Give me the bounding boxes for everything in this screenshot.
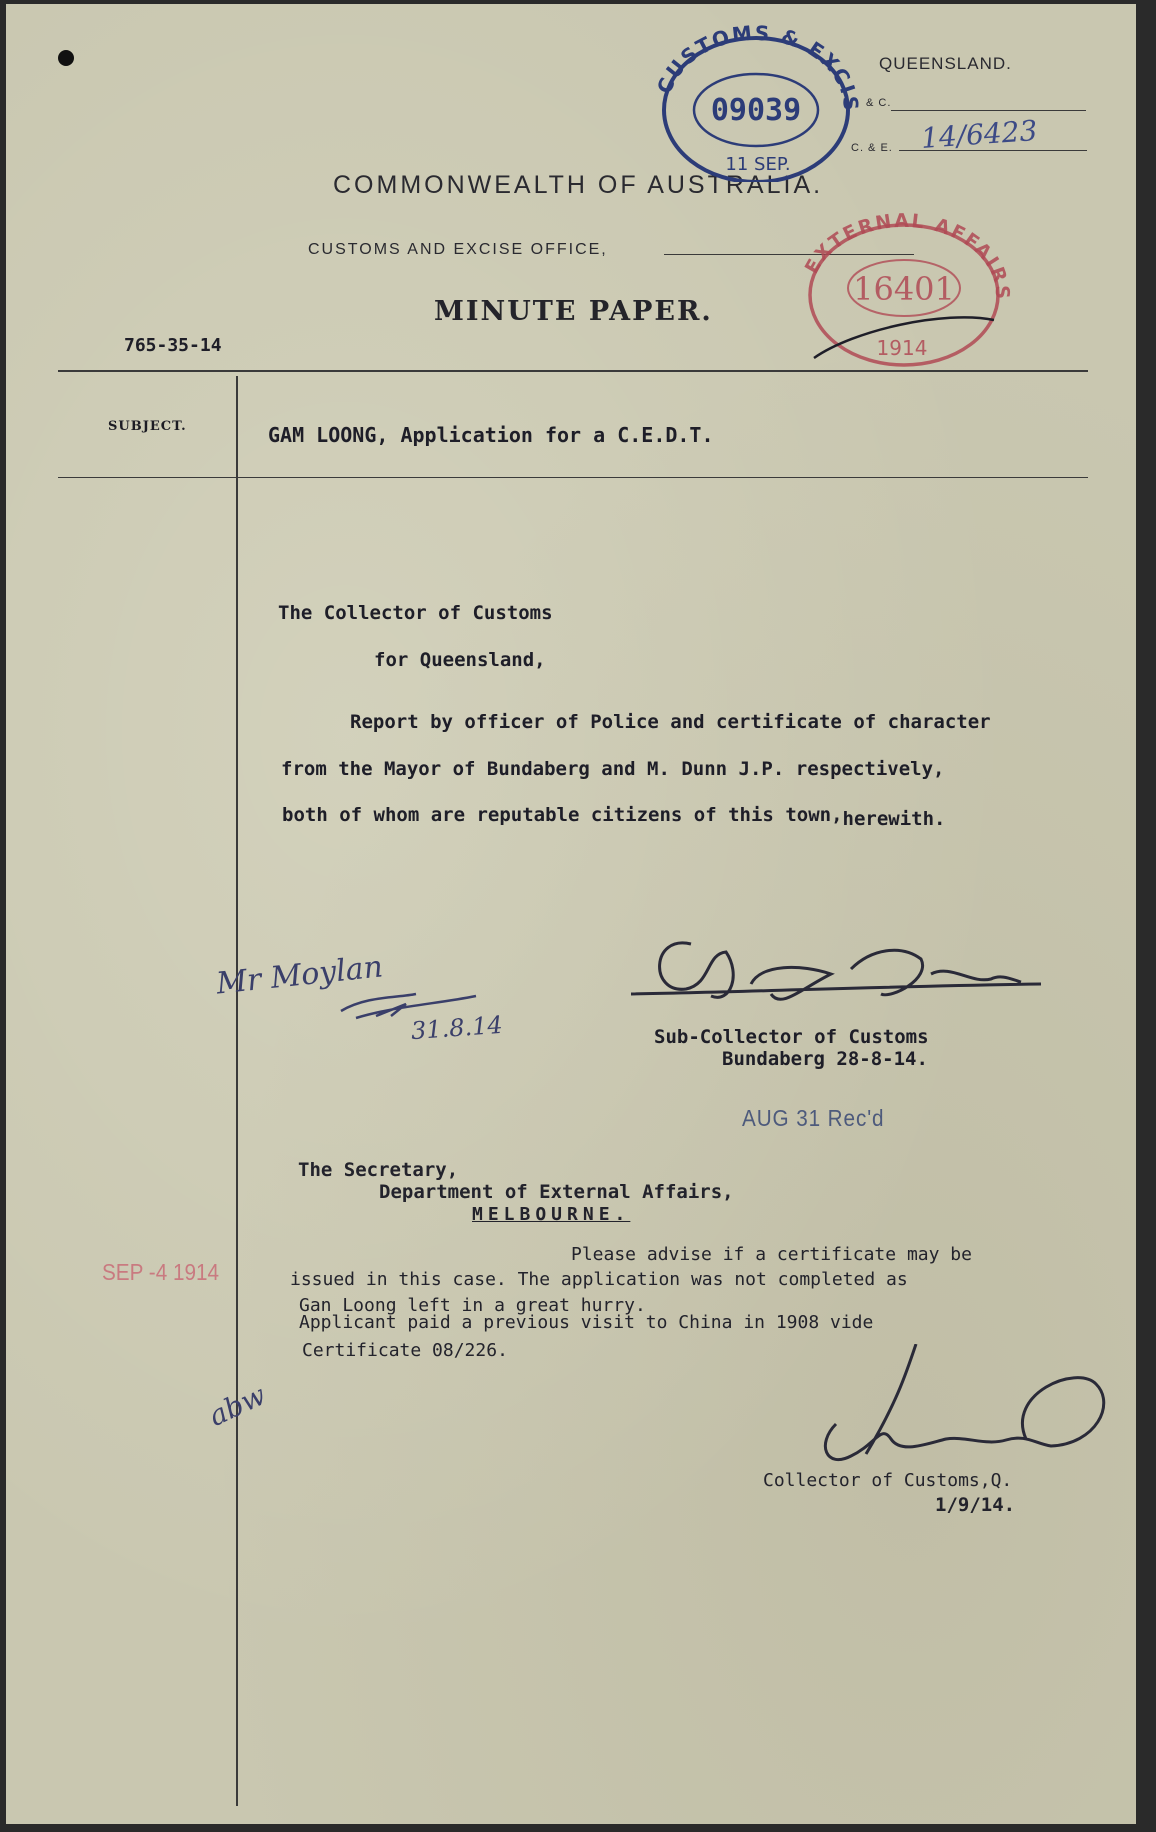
header-state: QUEENSLAND. — [879, 54, 1012, 73]
minute2-signoff-title: Collector of Customs,Q. — [763, 1470, 1013, 1491]
minute2-addressee-line1: The Secretary, — [298, 1159, 459, 1181]
minute2-addressee-line2: Department of External Affairs, — [379, 1181, 734, 1203]
margin-column-line — [236, 376, 238, 1806]
header-commonwealth: COMMONWEALTH OF AUSTRALIA. — [333, 171, 824, 199]
minute1-signoff-place-date: Bundaberg 28-8-14. — [722, 1048, 928, 1070]
external-stamp-year: 1914 — [876, 336, 928, 360]
minute1-body-line2: from the Mayor of Bundaberg and M. Dunn J.P. respectively, — [281, 758, 945, 780]
minute-paper-document — [6, 4, 1136, 1824]
minute1-body-line3-a: both of whom are reputable citizens of this town, — [282, 804, 843, 826]
customs-stamp-number: 09039 — [710, 93, 802, 128]
header-ref-ac-label: & C. — [866, 97, 892, 109]
minute1-addressee-line1: The Collector of Customs — [278, 602, 553, 624]
subject-rule — [58, 477, 1088, 478]
minute1-body-line1: Report by officer of Police and certificate of character — [350, 711, 991, 733]
file-number: 765-35-14 — [124, 335, 222, 356]
minute2-body-line4: Applicant paid a previous visit to China in 1908 vide — [299, 1312, 874, 1333]
minute2-body-line1: Please advise if a certificate may be — [571, 1244, 972, 1265]
dated-margin-stamp: SEP -4 1914 — [102, 1259, 220, 1285]
minute2-addressee-line3: MELBOURNE. — [472, 1204, 631, 1225]
subject-text: GAM LOONG, Application for a C.E.D.T. — [268, 423, 714, 447]
minute1-annotation-name: Mr Moylan — [214, 949, 385, 1002]
minute1-signature — [631, 924, 1041, 1034]
ref-ac-line — [891, 110, 1086, 111]
minute1-body-line3 — [282, 804, 946, 830]
punch-hole-mark — [58, 50, 74, 66]
minute2-body-line3: Gan Loong left in a great hurry. — [299, 1295, 646, 1316]
minute2-initials: abw — [203, 1378, 271, 1433]
customs-stamp-ring-text: CUSTOMS & EXCIS — [651, 22, 864, 114]
external-affairs-stamp — [794, 210, 1014, 370]
minute1-signoff-title: Sub-Collector of Customs — [654, 1026, 929, 1048]
header-rule — [58, 370, 1088, 372]
header-ref-ce-label: C. & E. — [851, 142, 893, 154]
external-stamp-number: 16401 — [853, 270, 955, 308]
minute1-annotation-date: 31.8.14 — [410, 1010, 504, 1046]
customs-excise-stamp — [646, 22, 866, 182]
received-stamp: AUG 31 Rec'd — [742, 1105, 885, 1131]
subject-label: SUBJECT. — [108, 419, 187, 434]
header-office: CUSTOMS AND EXCISE OFFICE, — [308, 241, 608, 258]
minute1-addressee-line2: for Queensland, — [374, 649, 546, 671]
minute1-body-line3-b: herewith. — [842, 808, 946, 830]
header-ref-ce-value: 14/6423 — [919, 113, 1039, 156]
minute2-signoff-date: 1/9/14. — [935, 1494, 1016, 1516]
customs-stamp-date: 11 SEP. — [725, 154, 791, 175]
header-title: MINUTE PAPER. — [434, 296, 713, 327]
minute2-body-line5: Certificate 08/226. — [302, 1340, 508, 1361]
external-stamp-ring-text: EXTERNAL AFFAIRS — [800, 210, 1014, 302]
minute2-body-line2: issued in this case. The application was not completed as — [290, 1269, 908, 1290]
minute2-signature — [806, 1344, 1116, 1474]
